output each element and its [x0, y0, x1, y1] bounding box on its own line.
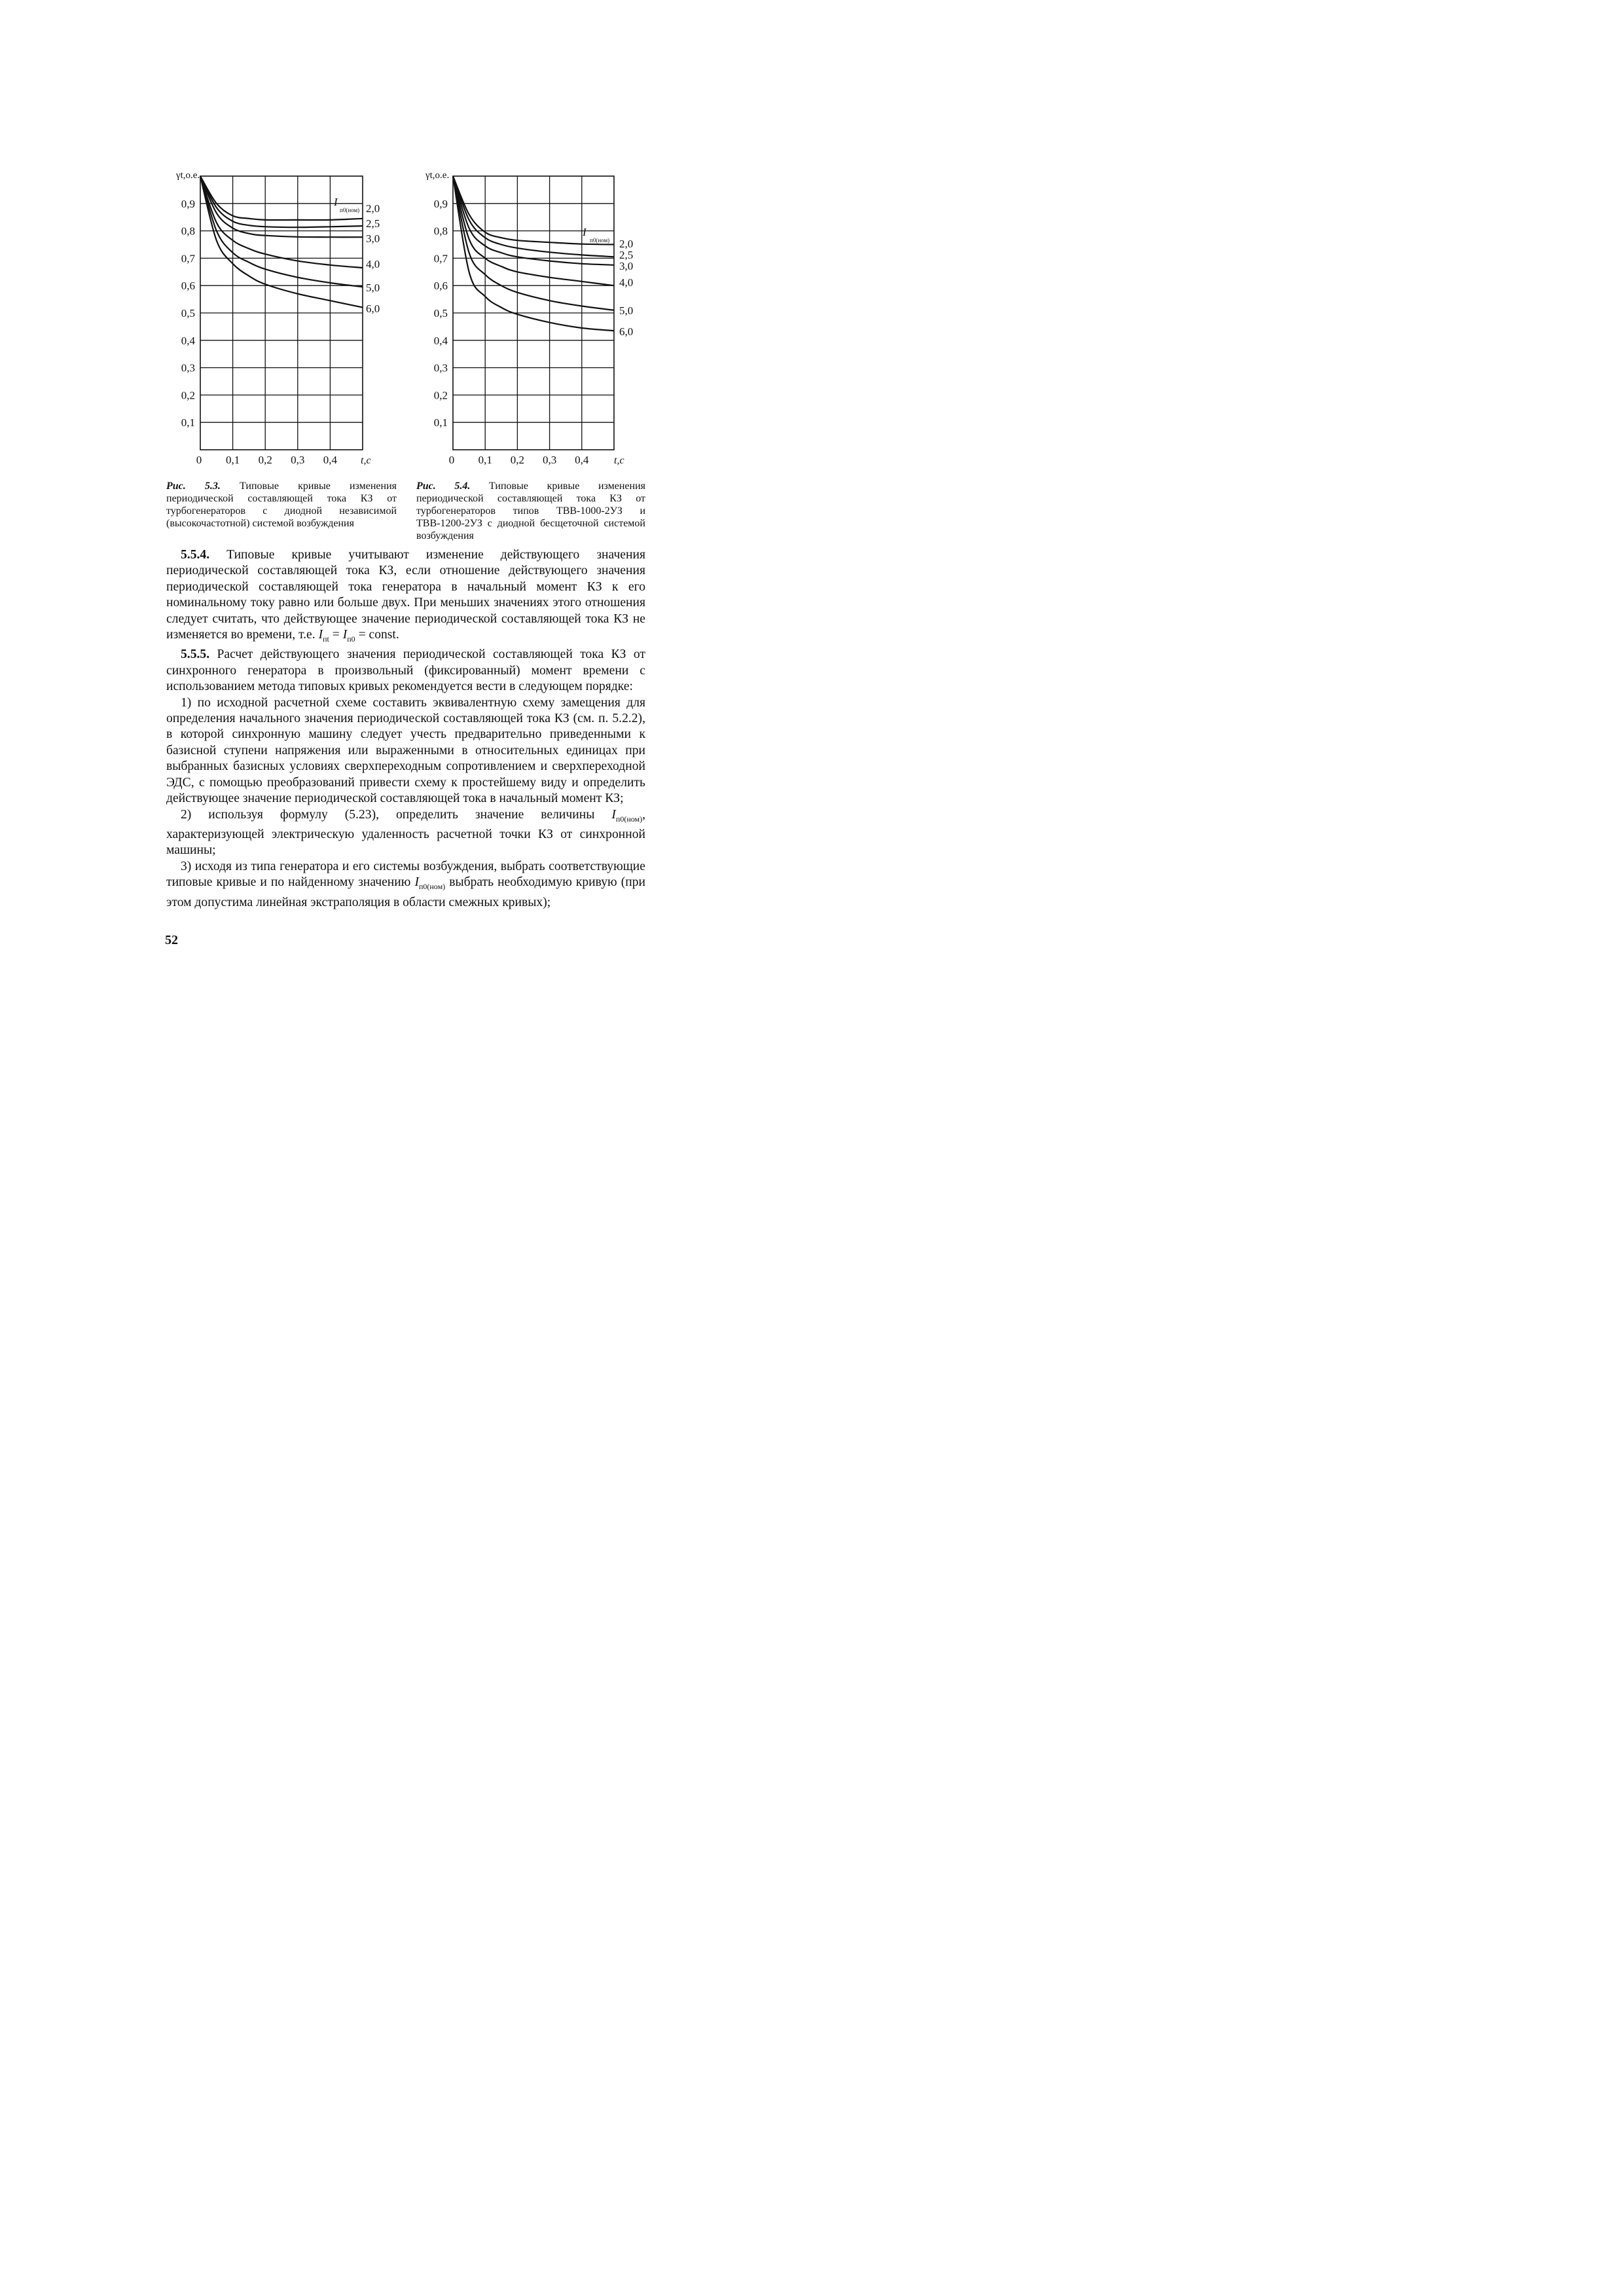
page-number: 52	[165, 933, 178, 947]
curve-label: 3,0	[366, 232, 380, 245]
paragraph-5-5-5	[166, 647, 645, 695]
curve-series	[200, 176, 363, 237]
x-tick-label: 0,4	[323, 454, 338, 466]
caption-lead: Рис. 5.3.	[166, 481, 221, 492]
y-tick-label: 0,8	[181, 225, 195, 238]
curve-label: 3,0	[619, 260, 634, 272]
legend-symbol: I	[334, 196, 338, 208]
x-tick-label: 0	[448, 454, 455, 466]
y-tick-label: 0,9	[433, 197, 448, 210]
list-item-1: 1) по исходной расчетной схеме составить эквивалентную схему замещения для определения начального значения периодической составляющей тока КЗ (см. п. 5.2.2), в которой синхронную машину следует учесть предварительно приведенными к базисной ступени напряжения или выраженными в относительных единицах при выбранных базисных условиях сверхпереходным сопротивлением и сверхпереходной ЭДС, с помощью преобразований привести схему к простейшему виду и определить действующее значение периодической составляющей тока в начальный момент КЗ;	[166, 695, 645, 806]
y-tick-label: 0,5	[181, 307, 195, 319]
list-item-3	[166, 859, 645, 911]
item-text: 3) исходя из типа генератора и его системы возбуждения, выбрать соответствующие типовые кривые и по найденному значению	[166, 859, 645, 890]
item-text: выбрать необходимую кривую (при этом допустима линейная экстраполяция в области смежных кривых);	[166, 875, 645, 909]
x-tick-label: 0,3	[542, 454, 557, 466]
y-tick-label: 0,4	[433, 334, 448, 347]
legend-subscript: п0(ном)	[340, 207, 360, 213]
x-tick-label: 0,1	[478, 454, 492, 466]
paragraph-text: Типовые кривые учитывают изменение действующего значения периодической составляющей тока КЗ, если отношение действующего значения периодической составляющей тока генератора в начальный момент КЗ к его номинальному току равно или больше двух. При меньших значениях этого отношения следует считать, что действующее значение периодической составляющей тока КЗ не изменяется во времени, т.е.	[166, 548, 645, 642]
chart-5-3	[167, 165, 403, 473]
caption-lead: Рис. 5.4.	[416, 481, 471, 492]
y-tick-label: 0,1	[433, 416, 448, 429]
y-tick-label: 0,9	[181, 197, 195, 210]
legend-symbol: I	[583, 226, 586, 238]
y-axis-label: γt,о.е.	[176, 170, 200, 181]
curve-label: 5,0	[619, 304, 634, 317]
x-axis-label: t,c	[614, 455, 624, 466]
x-tick-label: 0,3	[291, 454, 305, 466]
curve-series	[453, 176, 614, 245]
figure-5-3-caption	[166, 480, 397, 530]
formula-subscript: п0	[347, 634, 355, 644]
formula-subscript: п0(ном)	[615, 814, 643, 824]
body-text	[166, 547, 645, 911]
item-text: , характеризующей электрическую удаленность расчетной точки КЗ от синхронной машины;	[166, 807, 646, 858]
curve-label: 2,0	[619, 238, 634, 250]
formula-current-symbol: I	[414, 875, 419, 890]
formula-subscript: п0(ном)	[418, 882, 446, 892]
item-text: 2) используя формулу (5.23), определить значение величины	[181, 807, 595, 822]
chart-5-4	[419, 165, 655, 473]
y-tick-label: 0,6	[433, 280, 448, 293]
curve-label: 2,5	[619, 249, 634, 261]
figure-5-4	[419, 165, 655, 473]
x-axis-label: t,c	[361, 455, 371, 466]
paragraph-5-5-4	[166, 547, 645, 647]
y-axis-label: γt,о.е.	[425, 170, 450, 181]
y-tick-label: 0,3	[433, 361, 448, 374]
section-number: 5.5.5.	[181, 647, 210, 662]
curve-label: 4,0	[366, 258, 380, 270]
figure-5-3	[167, 165, 403, 473]
curve-series	[200, 176, 363, 308]
y-tick-label: 0,5	[433, 307, 448, 319]
formula-subscript: пt	[323, 634, 329, 644]
curve-label: 2,5	[366, 217, 380, 230]
x-tick-label: 0,2	[510, 454, 525, 466]
x-tick-label: 0,1	[225, 454, 240, 466]
caption-text: Типовые кривые изменения периодической составляющей тока КЗ от турбогенераторов с диодной независимой (высокочастотной) системой возбуждения	[166, 481, 397, 529]
paragraph-text: Расчет действующего значения периодической составляющей тока КЗ от синхронного генератора в произвольный (фиксированный) момент времени с использованием метода типовых кривых рекомендуется вести в следующем порядке:	[166, 647, 645, 694]
formula-current-symbol: I	[318, 628, 323, 642]
y-tick-label: 0,2	[181, 389, 195, 402]
curve-series	[200, 176, 363, 220]
y-tick-label: 0,3	[181, 361, 195, 374]
curve-label: 5,0	[366, 282, 380, 294]
formula-current-symbol: I	[611, 807, 616, 822]
y-tick-label: 0,1	[181, 416, 195, 429]
y-tick-label: 0,7	[181, 252, 195, 265]
curve-label: 2,0	[366, 202, 380, 215]
caption-text: Типовые кривые изменения периодической составляющей тока КЗ от турбогенераторов типов ТВВ-1000-2УЗ и ТВВ-1200-2УЗ с диодной бесщеточной системой возбуждения	[416, 481, 645, 541]
list-item-2	[166, 807, 645, 859]
formula-current-symbol: I	[342, 628, 348, 642]
figure-5-4-caption	[416, 480, 645, 542]
y-tick-label: 0,6	[181, 280, 195, 293]
curve-label: 6,0	[366, 302, 380, 315]
y-tick-label: 0,8	[433, 225, 448, 238]
curve-label: 6,0	[619, 325, 634, 338]
x-tick-label: 0	[196, 454, 202, 466]
curve-series	[200, 176, 363, 287]
curve-label: 4,0	[619, 276, 634, 289]
section-number: 5.5.4.	[181, 548, 210, 562]
x-tick-label: 0,4	[575, 454, 589, 466]
x-tick-label: 0,2	[258, 454, 272, 466]
y-tick-label: 0,2	[433, 389, 448, 402]
formula-tail: = const.	[355, 628, 399, 642]
formula-equals: =	[329, 628, 343, 642]
legend-subscript: п0(ном)	[590, 237, 610, 244]
y-tick-label: 0,7	[433, 252, 448, 265]
y-tick-label: 0,4	[181, 334, 195, 347]
